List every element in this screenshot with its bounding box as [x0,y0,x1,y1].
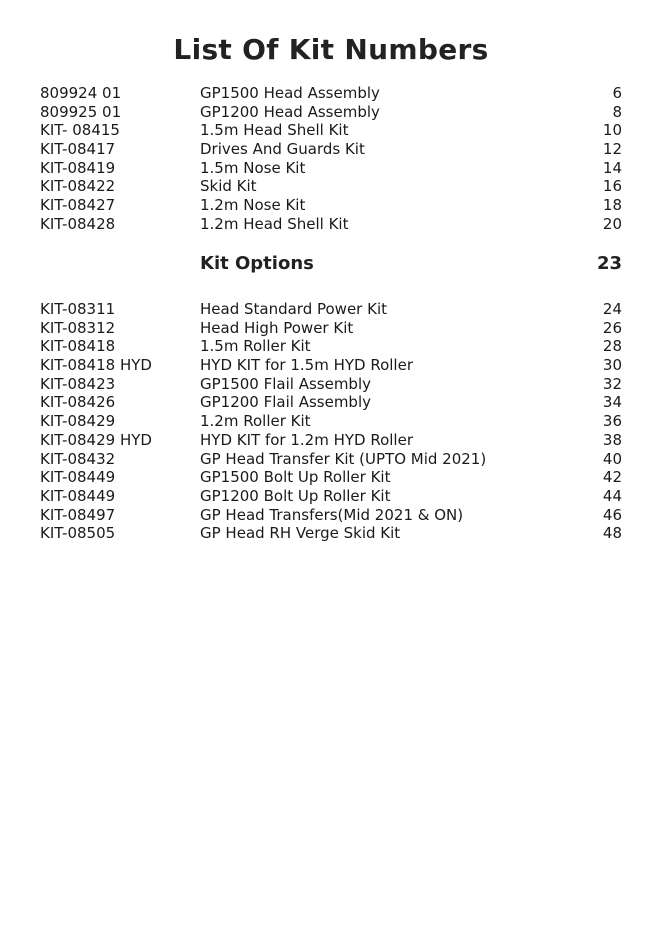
list-item [40,196,622,215]
kit-code: KIT-08505 [40,524,116,543]
kit-code: KIT-08312 [40,318,116,337]
page-number: 26 [602,318,622,337]
list-item [40,468,622,487]
page-number: 10 [602,121,622,140]
page-number: 44 [602,486,622,505]
kit-code: KIT-08419 [40,158,116,177]
page-number: 38 [602,430,622,449]
kit-description: GP Head Transfer Kit (UPTO Mid 2021) [200,449,487,468]
page-number: 42 [602,468,622,487]
kit-description: Skid Kit [200,177,257,196]
list-item [40,103,622,122]
list-item [40,412,622,431]
page-number: 28 [602,337,622,356]
kit-description: 1.2m Roller Kit [200,412,311,431]
kit-list [40,84,622,234]
page-number: 24 [602,300,622,318]
page-number: 32 [602,374,622,393]
page-title: List Of Kit Numbers [173,33,489,66]
kit-code: KIT-08429 HYD [40,430,152,449]
kit-description: GP1200 Bolt Up Roller Kit [200,486,391,505]
list-item [40,84,622,103]
list-item [40,319,622,338]
list-item [40,450,622,469]
kit-description: 1.5m Nose Kit [200,158,306,177]
kit-description: GP1500 Head Assembly [200,84,380,102]
kit-code: 809925 01 [40,102,122,121]
kit-code: KIT-08311 [40,300,116,318]
kit-code: KIT-08423 [40,374,116,393]
kit-options-heading [40,253,622,277]
page-number: 30 [602,356,622,375]
page-number: 6 [612,84,622,102]
kit-description: GP1200 Head Assembly [200,102,380,121]
kit-description: 1.5m Roller Kit [200,337,311,356]
list-item [40,356,622,375]
list-item [40,215,622,234]
section-title: Kit Options [200,253,314,274]
list-item [40,506,622,525]
kit-description: 1.5m Head Shell Kit [200,121,349,140]
kit-description: GP1500 Bolt Up Roller Kit [200,468,391,487]
kit-description: 1.2m Head Shell Kit [200,214,349,233]
kit-code: KIT-08418 HYD [40,356,152,375]
list-item [40,524,622,543]
list-item [40,487,622,506]
list-item [40,431,622,450]
list-item [40,337,622,356]
page-number: 34 [602,393,622,412]
kit-code: KIT-08417 [40,140,116,159]
kit-code: 809924 01 [40,84,122,102]
kit-description: GP Head RH Verge Skid Kit [200,524,401,543]
page-number: 8 [612,102,622,121]
kit-description: Drives And Guards Kit [200,140,365,159]
kit-code: KIT-08449 [40,486,116,505]
kit-description: GP Head Transfers(Mid 2021 & ON) [200,505,464,524]
kit-options-list [40,300,622,543]
page-number: 20 [602,214,622,233]
page-number: 40 [602,449,622,468]
page-number: 46 [602,505,622,524]
kit-description: Head High Power Kit [200,318,354,337]
kit-description: HYD KIT for 1.2m HYD Roller [200,430,413,449]
page-number: 18 [602,196,622,215]
page-number: 48 [602,524,622,543]
list-item [40,177,622,196]
kit-code: KIT-08432 [40,449,116,468]
kit-description: GP1500 Flail Assembly [200,374,371,393]
list-item [40,121,622,140]
kit-code: KIT-08429 [40,412,116,431]
kit-description: GP1200 Flail Assembly [200,393,371,412]
list-item [40,140,622,159]
page-number: 36 [602,412,622,431]
page-number: 14 [602,158,622,177]
page-number: 12 [602,140,622,159]
kit-code: KIT-08418 [40,337,116,356]
kit-code: KIT-08428 [40,214,116,233]
list-item [40,300,622,319]
kit-code: KIT-08449 [40,468,116,487]
page-number: 23 [596,253,622,274]
list-item [40,393,622,412]
kit-description: HYD KIT for 1.5m HYD Roller [200,356,413,375]
kit-code: KIT- 08415 [40,121,120,140]
kit-code: KIT-08426 [40,393,116,412]
kit-description: 1.2m Nose Kit [200,196,306,215]
kit-code: KIT-08497 [40,505,116,524]
list-item [40,375,622,394]
kit-code: KIT-08422 [40,177,116,196]
kit-description: Head Standard Power Kit [200,300,388,318]
page-number: 16 [602,177,622,196]
list-item [40,159,622,178]
kit-code: KIT-08427 [40,196,116,215]
